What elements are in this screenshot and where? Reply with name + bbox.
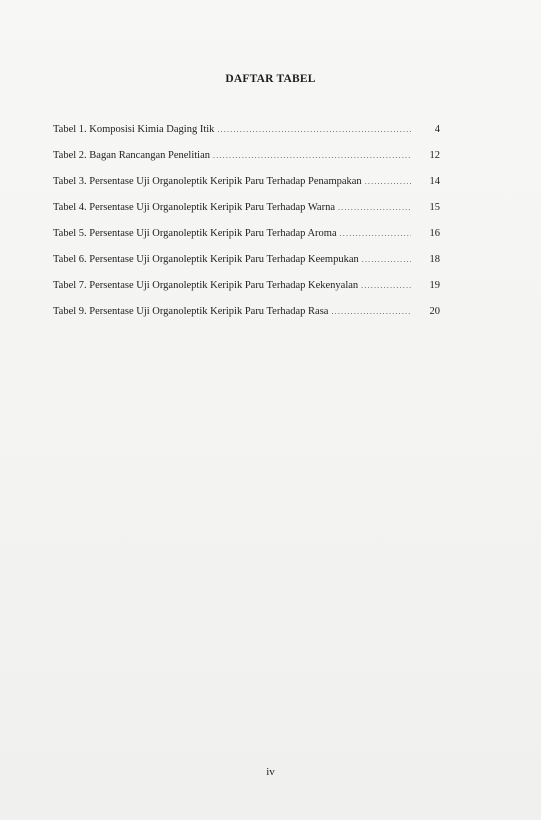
- entry-label: Tabel 7. Persentase Uji Organoleptik Keripik Paru Terhadap Kekenyalan: [53, 280, 359, 291]
- table-list: [53, 123, 440, 331]
- entry-label: Tabel 5. Persentase Uji Organoleptik Keripik Paru Terhadap Aroma: [53, 228, 337, 239]
- entry-page-number: 15: [429, 202, 440, 213]
- entry-page-number: 12: [429, 150, 440, 161]
- dot-leader: [340, 227, 411, 241]
- dot-leader: [338, 201, 411, 215]
- list-item: [53, 123, 440, 149]
- page-title: DAFTAR TABEL: [225, 73, 316, 85]
- entry-label: Tabel 9. Persentase Uji Organoleptik Keripik Paru Terhadap Rasa: [53, 306, 329, 317]
- dot-leader: [217, 123, 411, 137]
- entry-label: Tabel 1. Komposisi Kimia Daging Itik: [53, 124, 215, 135]
- entry-page-number: 4: [434, 124, 440, 135]
- entry-page-number: 16: [429, 228, 440, 239]
- page-number: iv: [266, 766, 275, 778]
- entry-label: Tabel 2. Bagan Rancangan Penelitian: [53, 150, 211, 161]
- entry-label: Tabel 6. Persentase Uji Organoleptik Keripik Paru Terhadap Keempukan: [53, 254, 359, 265]
- list-item: [53, 279, 440, 305]
- list-item: [53, 201, 440, 227]
- list-item: [53, 253, 440, 279]
- entry-label: Tabel 4. Persentase Uji Organoleptik Keripik Paru Terhadap Warna: [53, 202, 335, 213]
- list-item: [53, 305, 440, 331]
- list-item: [53, 227, 440, 253]
- entry-label: Tabel 3. Persentase Uji Organoleptik Keripik Paru Terhadap Penampakan: [53, 176, 362, 187]
- list-item: [53, 175, 440, 201]
- entry-page-number: 14: [429, 176, 440, 187]
- entry-page-number: 20: [429, 306, 440, 317]
- entry-page-number: 19: [429, 280, 440, 291]
- list-item: [53, 149, 440, 175]
- dot-leader: [362, 253, 411, 267]
- dot-leader: [365, 175, 411, 189]
- dot-leader: [361, 279, 411, 293]
- dot-leader: [331, 305, 411, 319]
- dot-leader: [213, 149, 411, 163]
- entry-page-number: 18: [429, 254, 440, 265]
